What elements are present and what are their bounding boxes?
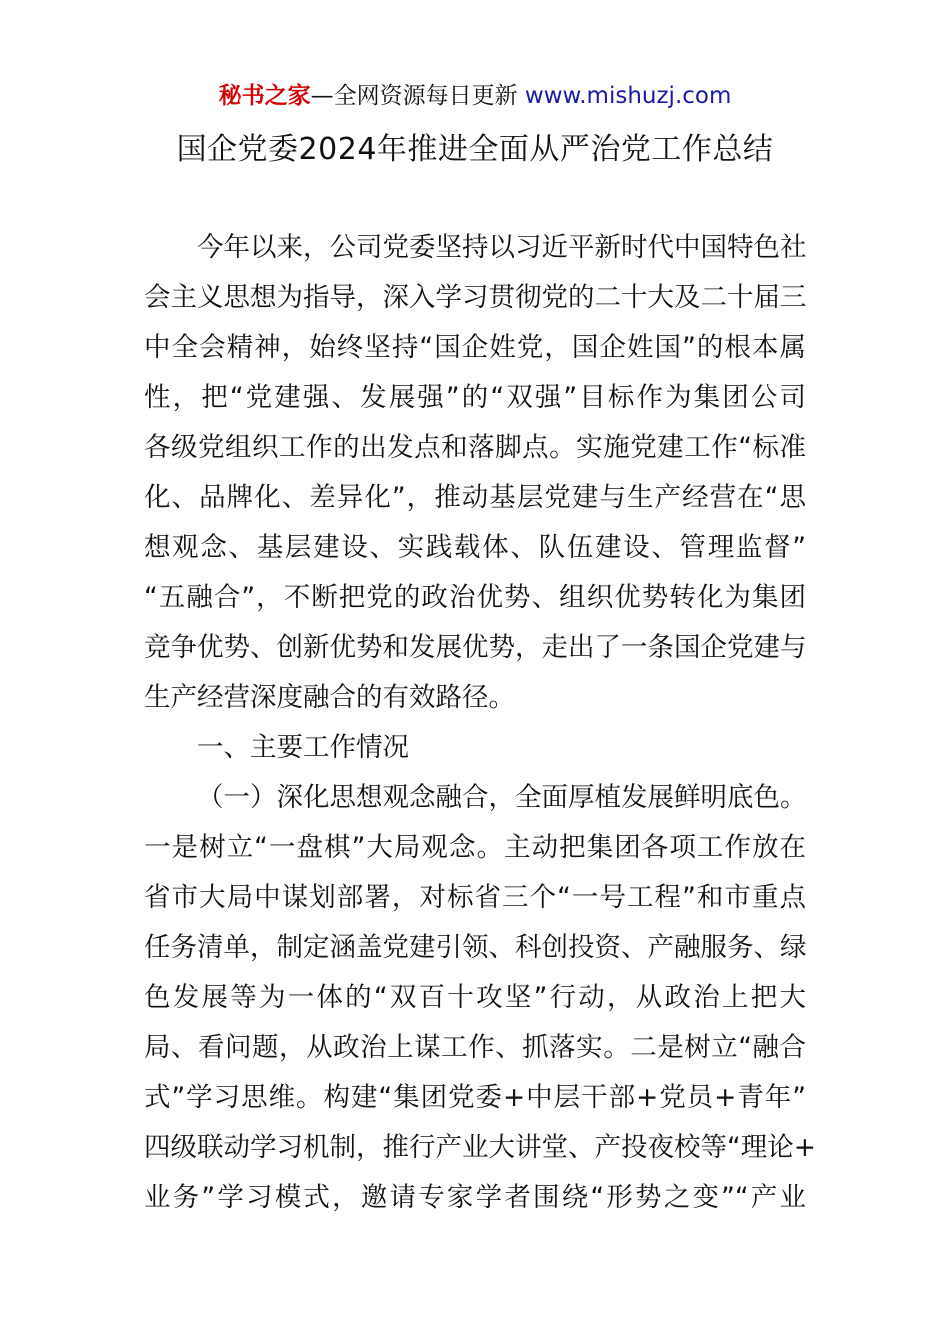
paragraph-line: 一是树立“一盘棋”大局观念。主动把集团各项工作放在 [144,832,806,863]
paragraph-line: 竞争优势、创新优势和发展优势，走出了一条国企党建与 [144,632,807,663]
paragraph-line: 生产经营深度融合的有效路径。 [144,682,515,713]
document-body [144,223,816,1223]
paragraph-line: 四级联动学习机制，推行产业大讲堂、产投夜校等“理论+ [144,1132,816,1163]
paragraph-line: “五融合”，不断把党的政治优势、组织优势转化为集团 [144,582,806,613]
paragraph-line: 会主义思想为指导，深入学习贯彻党的二十大及二十届三 [144,282,807,313]
paragraph-line: 业务”学习模式，邀请专家学者围绕“形势之变”“产业 [144,1182,806,1213]
document-title: 国企党委2024年推进全面从严治党工作总结 [176,132,774,167]
paragraph-line: 各级党组织工作的出发点和落脚点。实施党建工作“标准 [144,432,806,463]
paragraph-line: 省市大局中谋划部署，对标省三个“一号工程”和市重点 [144,882,806,913]
paragraph-line: 色发展等为一体的“双百十攻坚”行动，从政治上把大 [144,982,806,1013]
paragraph-line: 局、看问题，从政治上谋工作、抓落实。二是树立“融合 [144,1032,806,1063]
paragraph-line: 任务清单，制定涵盖党建引领、科创投资、产融服务、绿 [144,932,807,963]
paragraph-line: 中全会精神，始终坚持“国企姓党，国企姓国”的根本属 [144,332,806,363]
paragraph-line: 化、品牌化、差异化”，推动基层党建与生产经营在“思 [144,482,806,513]
paragraph-line: 今年以来，公司党委坚持以习近平新时代中国特色社 [197,232,807,263]
section-heading: 一、主要工作情况 [197,732,409,763]
paragraph-line: 性，把“党建强、发展强”的“双强”目标作为集团公司 [144,382,806,413]
site-tagline: —全网资源每日更新 [310,83,525,109]
paragraph-line: 想观念、基层建设、实践载体、队伍建设、管理监督” [144,532,806,563]
site-url-link[interactable]: www.mishuzj.com [524,83,732,109]
paragraph-line: 式”学习思维。构建“集团党委+中层干部+党员+青年” [144,1082,806,1113]
subsection-heading: （一）深化思想观念融合，全面厚植发展鲜明底色。 [197,782,807,813]
brand-name: 秘书之家 [218,83,311,109]
site-header [0,80,950,112]
